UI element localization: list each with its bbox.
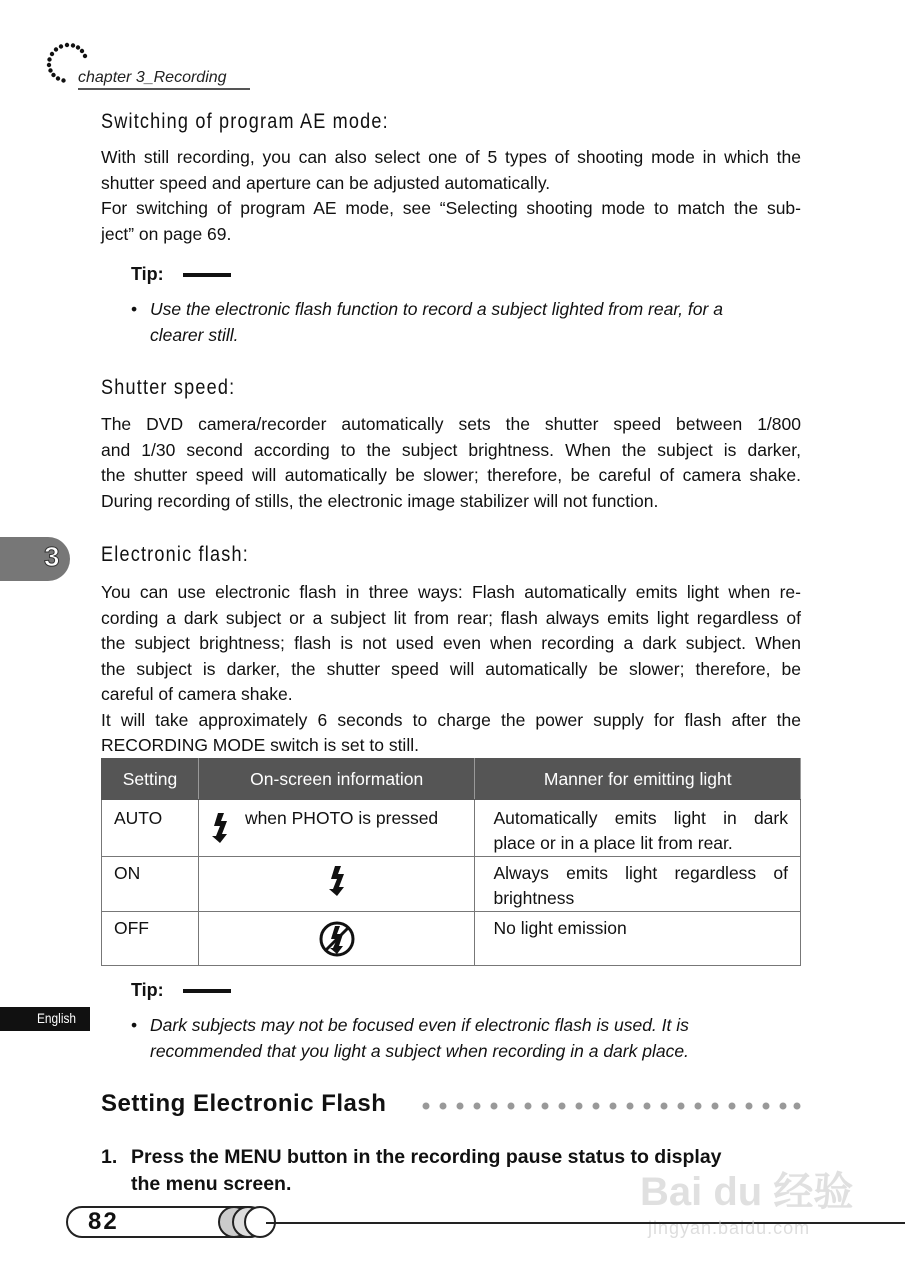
text-line: and 1/30 second according to the subject brightness. When the subject is darker, bbox=[101, 439, 801, 460]
text-line: No light emission bbox=[493, 918, 627, 938]
text-line: ject” on page 69. bbox=[101, 223, 232, 244]
shutter-paragraph bbox=[101, 412, 801, 514]
section-title: Setting Electronic Flash bbox=[101, 1090, 387, 1117]
setting-cell: ON bbox=[102, 857, 199, 912]
info-cell bbox=[198, 912, 475, 966]
text-line: the menu screen. bbox=[131, 1173, 292, 1195]
manner-cell bbox=[475, 800, 801, 857]
text-line: Dark subjects may not be focused even if electronic flash is used. It is bbox=[150, 1015, 689, 1035]
text-line: careful of camera shake. bbox=[101, 684, 293, 704]
column-header: On-screen information bbox=[198, 759, 475, 800]
tip-text bbox=[131, 1013, 811, 1064]
text-line: With still recording, you can also select one of 5 types of shooting mode in which the bbox=[101, 147, 801, 167]
setting-cell: OFF bbox=[102, 912, 199, 966]
chapter-label: chapter 3_Recording bbox=[78, 69, 227, 86]
info-text: when PHOTO is pressed bbox=[244, 808, 439, 828]
tip-label: Tip: bbox=[131, 264, 164, 284]
heading-shutter-speed: Shutter speed: bbox=[101, 376, 236, 399]
chapter-underline bbox=[78, 88, 250, 90]
text-line: You can use electronic flash in three ways: Flash automatically emits light when re- bbox=[101, 582, 801, 602]
language-label: English bbox=[37, 1010, 77, 1026]
tip-bar bbox=[183, 989, 231, 993]
heading-program-ae: Switching of program AE mode: bbox=[101, 110, 389, 133]
flash-paragraph bbox=[101, 580, 801, 759]
table-row bbox=[102, 912, 801, 966]
column-header: Setting bbox=[102, 759, 199, 800]
tip-label: Tip: bbox=[131, 980, 164, 1000]
step-number: 1. bbox=[101, 1146, 118, 1168]
chapter-number: 3 bbox=[44, 541, 60, 572]
text-line: RECORDING MODE switch is set to still. bbox=[101, 735, 419, 755]
heading-electronic-flash: Electronic flash: bbox=[101, 543, 249, 566]
table-row bbox=[102, 857, 801, 912]
tip-bar bbox=[183, 273, 231, 277]
flash-icon bbox=[211, 812, 229, 844]
text-line: place or in a place lit from rear. bbox=[493, 833, 733, 853]
flash-icon bbox=[328, 865, 346, 897]
text-line: The DVD camera/recorder automatically sets the shutter speed between 1/800 bbox=[101, 414, 801, 434]
setting-cell: AUTO bbox=[102, 800, 199, 857]
text-line: Automatically emits light in dark bbox=[493, 808, 788, 828]
bullet: • bbox=[131, 299, 138, 319]
column-header: Manner for emitting light bbox=[475, 759, 801, 800]
table-row bbox=[102, 800, 801, 857]
watermark-url: jingyan.baidu.com bbox=[648, 1218, 811, 1238]
dotted-leader bbox=[420, 1100, 802, 1112]
text-line: cording a dark subject or a subject lit from rear; flash always emits light regardless of bbox=[101, 607, 801, 628]
text-line: Press the MENU button in the recording pause status to display bbox=[131, 1146, 722, 1168]
text-line: the subject brightness; flash is not used even when recording a dark subject. When bbox=[101, 633, 801, 653]
text-line: the shutter speed will automatically be slower; therefore, be careful of camera shake. bbox=[101, 465, 801, 485]
page-number: 82 bbox=[88, 1208, 119, 1235]
text-line: During recording of stills, the electronic image stabilizer will not function. bbox=[101, 490, 659, 511]
manner-cell bbox=[475, 857, 801, 912]
flash-settings-table bbox=[101, 758, 801, 966]
watermark-logo: Bai du 经验 bbox=[640, 1170, 854, 1214]
text-line: the subject is darker, the shutter speed will automatically be slower; therefore, be bbox=[101, 658, 801, 679]
text-line: clearer still. bbox=[150, 324, 239, 345]
info-cell bbox=[198, 857, 475, 912]
program-ae-paragraph bbox=[101, 145, 801, 247]
bullet: • bbox=[131, 1015, 138, 1035]
manner-cell bbox=[475, 912, 801, 966]
text-line: Use the electronic flash function to record a subject lighted from rear, for a bbox=[150, 299, 723, 319]
text-line: For switching of program AE mode, see “Selecting shooting mode to match the sub- bbox=[101, 198, 801, 218]
text-line: brightness bbox=[493, 888, 575, 908]
text-line: Always emits light regardless of bbox=[493, 863, 788, 883]
info-cell bbox=[198, 800, 475, 857]
text-line: recommended that you light a subject when recording in a dark place. bbox=[150, 1040, 689, 1061]
text-line: shutter speed and aperture can be adjusted automatically. bbox=[101, 172, 551, 193]
flash-off-icon bbox=[318, 920, 356, 958]
tip-text bbox=[131, 297, 811, 348]
table-header-row bbox=[102, 759, 801, 800]
text-line: It will take approximately 6 seconds to charge the power supply for flash after the bbox=[101, 709, 801, 730]
